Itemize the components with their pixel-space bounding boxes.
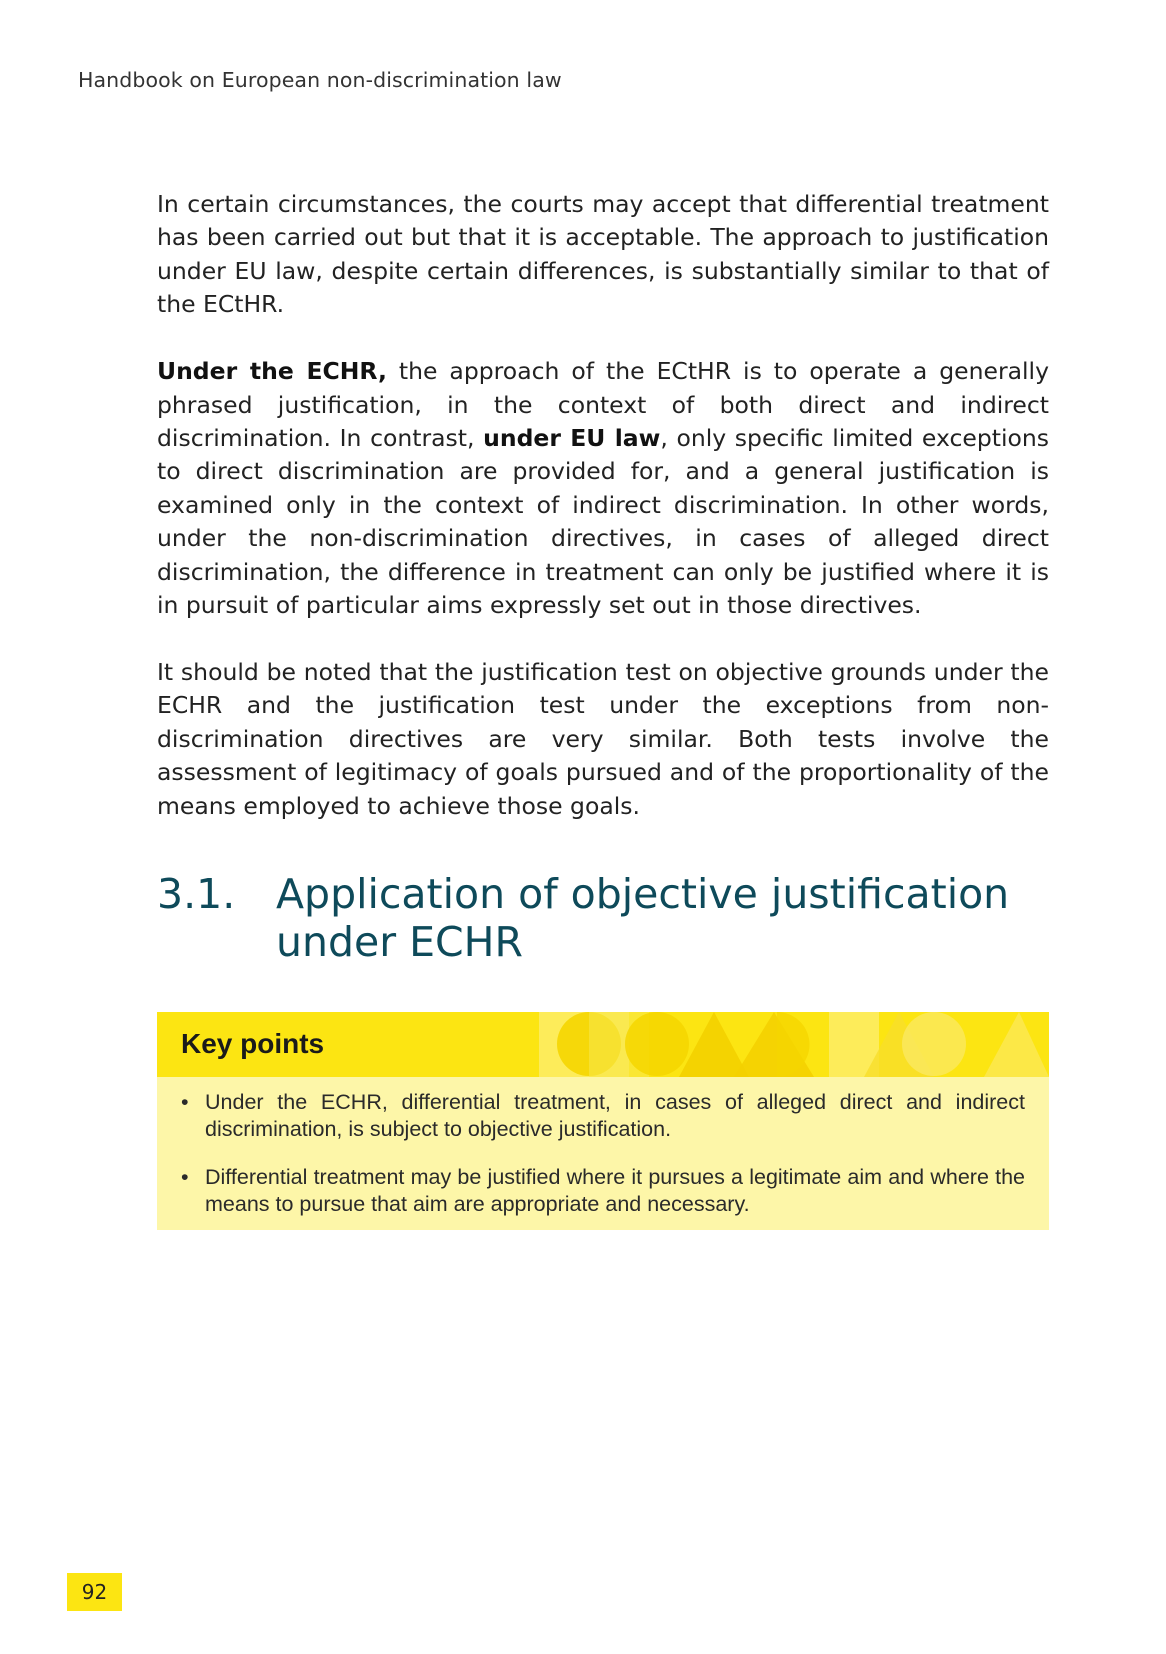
key-point-text: Differential treatment may be justified where it pursues a legitimate aim and where the means to pursue that aim are appropriate and necessary. [205,1165,1025,1216]
paragraph-2-text-a: the approach of the ECtHR is to operate a generally phrased justification, in the context of both direct and indirect discrimination. In contrast, [157,357,1049,452]
key-point-item [181,1164,1025,1217]
body-text [157,188,1049,856]
paragraph-2-text-b: , only specific limited exceptions to direct discrimination are provided for, and a general justification is examined only in the context of indirect discrimination. In other words, under the non-discrimination directives, in cases of alleged direct discrimination, the difference in treatment can only be justified where it is in pursuit of particular aims expressly set out in those directives. [157,423,1049,619]
bullet: • [181,1165,189,1189]
key-point-text: Under the ECHR, differential treatment, in cases of alleged direct and indirect discrimination, is subject to objective justification. [205,1090,1025,1141]
page-number: 92 [67,1573,122,1611]
decorative-shapes-icon [529,1012,1049,1077]
bold-under-echr: Under the ECHR, [157,357,387,386]
key-points-title: Key points [181,1028,325,1059]
running-header: Handbook on European non-discrimination law [78,68,562,92]
paragraph-1: In certain circumstances, the courts may accept that differential treatment has been carried out but that it is acceptable. The approach to justification under EU law, despite certain differences, is substantially similar to that of the ECtHR. [157,190,1049,319]
paragraph-2 [157,355,1049,622]
bold-under-eu-law: under EU law [483,423,661,452]
key-points-box [157,1012,1049,1230]
key-points-list [157,1077,1049,1217]
section-number: 3.1. [157,870,236,918]
key-point-item [181,1089,1025,1142]
key-points-header [157,1012,1049,1077]
bullet: • [181,1090,189,1114]
section-title: Application of objective justification under ECHR [276,870,1010,966]
paragraph-3: It should be noted that the justification test on objective grounds under the ECHR and the justification test under the exceptions from non-discrimination directives are very similar. Both tests involve the assessment of legitimacy of goals pursued and of the proportionality of the means employed to achieve those goals. [157,657,1049,820]
